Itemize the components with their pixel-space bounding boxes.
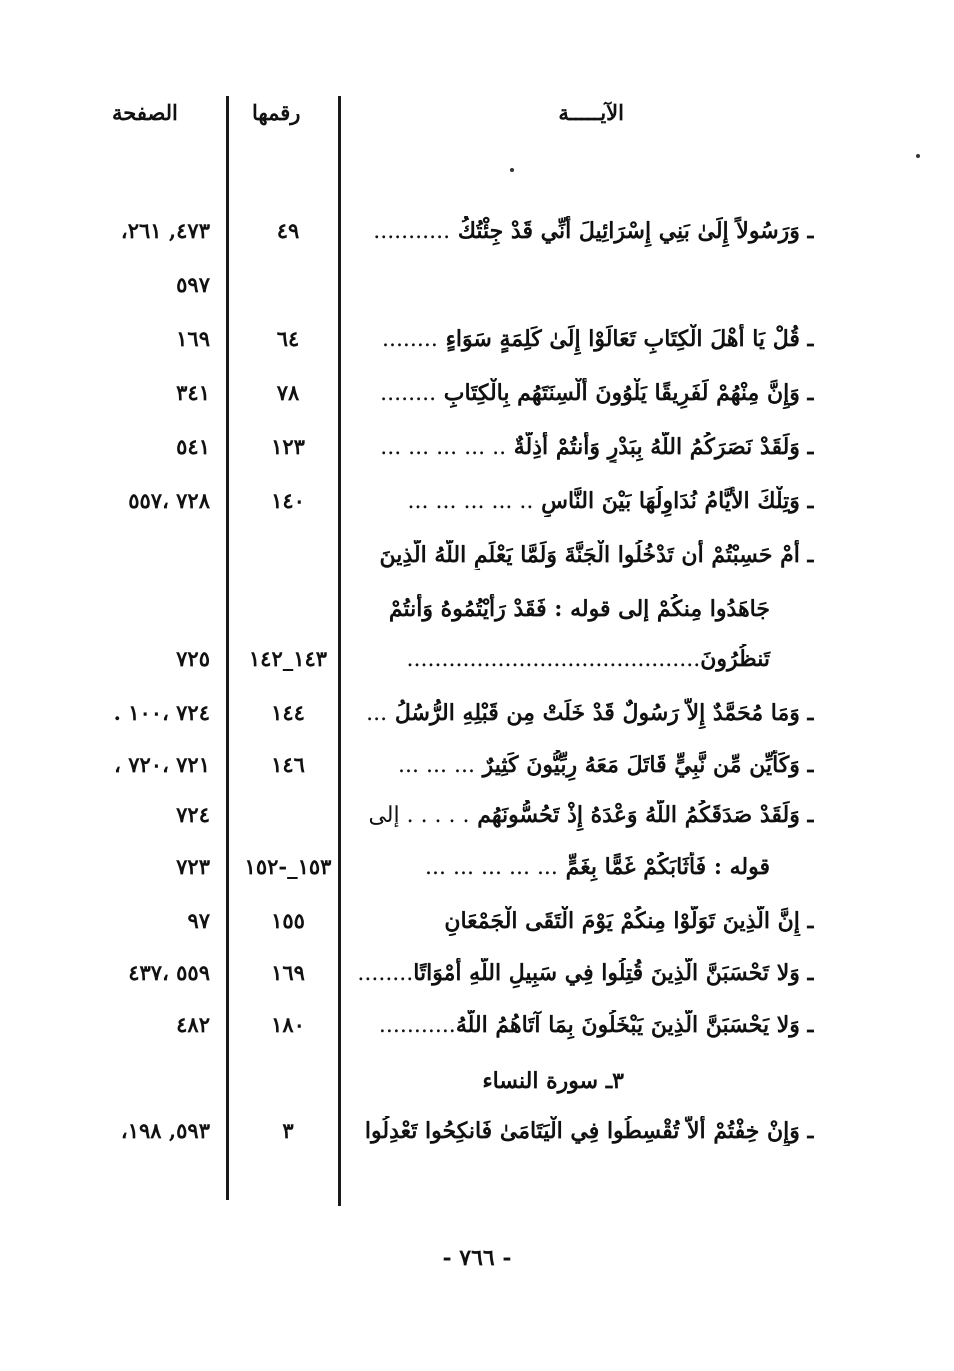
verse-number: ١٦٩ — [271, 960, 305, 985]
verse-text: ـ أَمْ حَسِبْتُمْ أَن تَدْخُلُوا الْجَنَّةَ وَلَمَّا يَعْلَمِ اللَّهُ الَّذِينَ — [379, 542, 814, 568]
verse-text: جَاهَدُوا مِنكُمْ إلى قوله : فَقَدْ رَأَيْتُمُوهُ وَأَنتُمْ — [388, 596, 770, 622]
index-row — [0, 212, 954, 252]
page-refs: ٧٢٥ — [176, 646, 210, 671]
header-page: الصفحة — [112, 100, 178, 125]
index-row — [0, 746, 954, 786]
index-row — [0, 266, 954, 306]
index-row — [0, 428, 954, 468]
header-number: رقمها — [252, 100, 301, 125]
verse-text: ـ وَتِلْكَ الأَيَّامُ نُدَاوِلُهَا بَيْنَ النَّاسِ .. ... ... ... ... — [407, 488, 814, 514]
index-row — [0, 848, 954, 888]
verse-text: تَنظُرُونَ.......................................... — [406, 646, 770, 672]
page-refs: ٥٩٧ — [176, 272, 210, 297]
index-row — [0, 1112, 954, 1152]
index-row — [0, 694, 954, 734]
surah-heading: ٣ـ سورة النساء — [482, 1068, 624, 1094]
index-row — [0, 590, 954, 630]
verse-text: ـ وَلَقَدْ صَدَقَكُمُ اللَّهُ وَعْدَهُ إِذْ تَحُسُّونَهُم . . . . . إلى — [368, 802, 814, 828]
page-refs: ٥٥٩ ،٤٣٧ — [128, 960, 210, 985]
verse-number: ١٥٣_-١٥٢ — [244, 854, 332, 879]
verse-text: ـ وَرَسُولاً إِلَىٰ بَنِي إِسْرَائِيلَ أَنِّي قَدْ جِئْتُكُ ........... — [373, 218, 814, 244]
page-refs: ٥٤١ — [176, 434, 210, 459]
verse-number: ١٤٤ — [271, 700, 305, 725]
index-row — [0, 954, 954, 994]
verse-number: ٦٤ — [276, 326, 300, 351]
page-refs: ٤٧٣, ٢٦١، — [120, 218, 210, 243]
verse-text: ـ قُلْ يَا أَهْلَ الْكِتَابِ تَعَالَوْا إِلَىٰ كَلِمَةٍ سَوَاءٍ ........ — [381, 326, 814, 352]
verse-text: ـ وَإِنْ خِفْتُمْ أَلاَّ تُقْسِطُوا فِي الْيَتَامَىٰ فَانكِحُوا تَعْدِلُوا — [364, 1118, 814, 1144]
verse-number: ١٥٥ — [271, 908, 305, 933]
verse-number: ١٨٠ — [271, 1012, 305, 1037]
index-row — [0, 320, 954, 360]
page-refs: ٧٢٤ — [176, 802, 210, 827]
index-row — [0, 482, 954, 522]
page-refs: ٥٩٣, ١٩٨، — [120, 1118, 210, 1143]
verse-text: ـ وَمَا مُحَمَّدٌ إِلاَّ رَسُولٌ قَدْ خَلَتْ مِن قَبْلِهِ الرُّسُلُ ... — [366, 700, 814, 726]
verse-text: قوله : فَأَثَابَكُمْ غَمًّا بِغَمٍّ ... ... ... ... ... — [425, 854, 770, 880]
page-refs: ٧٢٨ ،٥٥٧ — [128, 488, 210, 513]
verse-number: ٤٩ — [276, 218, 300, 243]
index-row — [0, 536, 954, 576]
page-refs: ٧٢٤ ،١٠٠ . — [113, 700, 210, 725]
page-number: - ٧٦٦ - — [442, 1245, 512, 1271]
index-row — [0, 640, 954, 680]
verse-text: ـ وَكَأَيِّن مِّن نَّبِيٍّ قَاتَلَ مَعَهُ رِبِّيُّونَ كَثِيرٌ ... ... ... — [398, 752, 814, 778]
scan-speck — [916, 154, 920, 158]
page-refs: ٧٢٣ — [176, 854, 210, 879]
index-row — [0, 796, 954, 836]
verse-text: ـ وَإِنَّ مِنْهُمْ لَفَرِيقًا يَلْوُونَ أَلْسِنَتَهُم بِالْكِتَابِ ........ — [380, 380, 814, 406]
page-refs: ٧٢١ ،٧٢٠ ، — [114, 752, 210, 777]
index-row — [0, 374, 954, 414]
verse-number: ١٢٣ — [271, 434, 305, 459]
page-refs: ٩٧ — [187, 908, 210, 933]
verse-number: ١٤٠ — [271, 488, 305, 513]
verse-number: ١٤٦ — [271, 752, 305, 777]
index-row — [0, 902, 954, 942]
verse-text: ـ وَلا تَحْسَبَنَّ الَّذِينَ قُتِلُوا فِي سَبِيلِ اللَّهِ أَمْوَاتًا........ — [357, 960, 814, 986]
verse-text: ـ وَلا يَحْسَبَنَّ الَّذِينَ يَبْخَلُونَ بِمَا آتَاهُمُ اللَّهُ........... — [378, 1012, 814, 1038]
verse-text: ـ إِنَّ الَّذِينَ تَوَلَّوْا مِنكُمْ يَوْمَ الْتَقَى الْجَمْعَانِ — [444, 908, 814, 934]
verse-number: ١٤٣_١٤٢ — [248, 646, 328, 671]
verse-text: ـ وَلَقَدْ نَصَرَكُمُ اللَّهُ بِبَدْرٍ وَأَنتُمْ أَذِلَّةٌ .. ... ... ... ... — [380, 434, 814, 460]
page-refs: ٤٨٢ — [176, 1012, 210, 1037]
index-row — [0, 1006, 954, 1046]
page-refs: ٣٤١ — [176, 380, 210, 405]
header-verse: الآيـــــة — [558, 100, 624, 125]
verse-number: ٧٨ — [276, 380, 300, 405]
surah-heading-row — [0, 1062, 954, 1102]
verse-number: ٣ — [282, 1118, 294, 1143]
page-refs: ١٦٩ — [176, 326, 210, 351]
scan-speck — [510, 168, 514, 172]
